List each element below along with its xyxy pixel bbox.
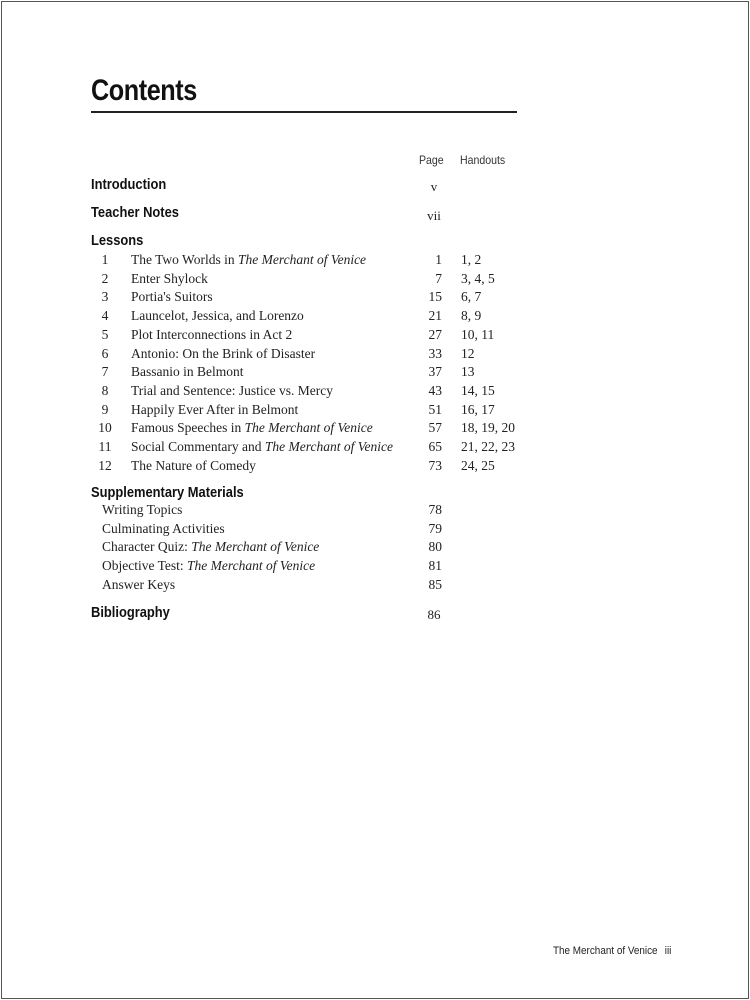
lesson-number: 2	[101, 270, 109, 286]
supplementary-page: 79	[428, 520, 442, 536]
lesson-title	[131, 271, 208, 287]
lesson-title	[131, 383, 333, 399]
supplementary-page: 80	[428, 539, 442, 555]
lesson-handouts: 14, 15	[461, 382, 495, 398]
section-lessons: Lessons	[91, 232, 144, 249]
supplementary-page: 78	[428, 502, 442, 517]
lesson-number: 11	[98, 439, 112, 454]
lesson-handouts: 21, 22, 23	[461, 439, 515, 454]
lesson-page: 15	[428, 289, 442, 305]
lesson-title-text: Launcelot, Jessica, and Lorenzo	[131, 308, 304, 324]
lesson-handouts: 3, 4, 5	[461, 270, 495, 286]
lesson-number: 4	[101, 308, 109, 324]
lesson-page: 21	[428, 308, 442, 324]
lesson-title-text: Plot Interconnections in Act 2	[131, 326, 293, 342]
lesson-row	[2, 327, 748, 345]
lesson-row	[2, 252, 748, 270]
page-title: Contents	[91, 74, 197, 107]
lesson-handouts: 16, 17	[461, 401, 495, 417]
lesson-number: 5	[101, 326, 109, 342]
supplementary-page: 85	[428, 576, 442, 592]
lesson-page: 73	[428, 457, 442, 473]
lesson-number: 6	[101, 345, 109, 361]
lesson-row	[2, 383, 748, 401]
introduction-page: v	[430, 179, 438, 194]
lesson-row	[2, 439, 748, 457]
supplementary-title	[102, 558, 315, 574]
lesson-title	[131, 289, 213, 305]
lesson-page: 57	[428, 420, 442, 436]
lesson-title-text: Social Commentary and	[131, 439, 265, 454]
supplementary-title	[102, 577, 175, 593]
lesson-row	[2, 308, 748, 326]
lesson-title-italic: The Merchant of Venice	[244, 420, 373, 436]
lesson-row	[2, 364, 748, 382]
lesson-title-italic: The Merchant of Venice	[237, 252, 367, 267]
supplementary-title-text: Writing Topics	[102, 502, 183, 517]
lesson-number: 8	[101, 382, 109, 398]
supplementary-title-italic: The Merchant of Venice	[187, 558, 316, 574]
supplementary-row	[2, 502, 748, 520]
lesson-row	[2, 346, 748, 364]
supplementary-title-text: Culminating Activities	[102, 520, 225, 536]
lesson-title	[131, 458, 256, 474]
column-header-page: Page	[419, 153, 444, 167]
supplementary-title	[102, 521, 225, 537]
lesson-title	[131, 346, 315, 362]
lesson-title-text: Famous Speeches in	[131, 420, 245, 436]
lesson-number: 1	[101, 252, 109, 267]
title-rule	[91, 111, 517, 113]
section-supplementary: Supplementary Materials	[91, 484, 244, 501]
lesson-row	[2, 402, 748, 420]
lesson-title	[131, 364, 244, 380]
lesson-title-text: Portia's Suitors	[131, 289, 213, 305]
lesson-title-text: Bassanio in Belmont	[131, 364, 244, 380]
supplementary-title-italic: The Merchant of Venice	[191, 539, 320, 555]
section-teacher-notes: Teacher Notes	[91, 204, 179, 221]
lesson-page: 33	[428, 345, 442, 361]
supplementary-row	[2, 521, 748, 539]
supplementary-title	[102, 539, 319, 555]
lesson-title	[131, 308, 304, 324]
lesson-title-text: The Nature of Comedy	[131, 457, 256, 473]
lesson-title-text: Antonio: On the Brink of Disaster	[131, 345, 316, 361]
lesson-title-text: The Two Worlds in	[131, 252, 238, 267]
teacher-notes-page: vii	[427, 208, 441, 223]
supplementary-row	[2, 558, 748, 576]
lesson-title	[131, 420, 373, 436]
footer-title: The Merchant of Venice	[553, 945, 658, 957]
lesson-title	[131, 327, 292, 343]
lesson-page: 51	[428, 401, 442, 417]
lesson-handouts: 10, 11	[461, 326, 495, 342]
lesson-handouts: 24, 25	[461, 457, 495, 473]
supplementary-row	[2, 539, 748, 557]
lesson-number: 3	[101, 289, 109, 305]
lesson-title	[131, 252, 366, 268]
supplementary-title	[102, 502, 182, 518]
lesson-title	[131, 402, 298, 418]
lesson-handouts: 1, 2	[461, 252, 482, 267]
lesson-page: 7	[435, 270, 442, 286]
lesson-title-text: Trial and Sentence: Justice vs. Mercy	[131, 382, 333, 398]
bibliography-page: 86	[427, 607, 441, 622]
supplementary-page: 81	[428, 558, 442, 574]
document-page	[1, 1, 749, 999]
lesson-handouts: 18, 19, 20	[461, 420, 515, 436]
lesson-page: 27	[428, 326, 442, 342]
lesson-title-italic: The Merchant of Venice	[264, 439, 393, 454]
lesson-number: 9	[101, 401, 109, 417]
supplementary-row	[2, 577, 748, 595]
lesson-row	[2, 420, 748, 438]
supplementary-title-text: Answer Keys	[102, 576, 176, 592]
lesson-page: 43	[428, 382, 442, 398]
running-footer	[553, 945, 671, 957]
lesson-number: 12	[98, 457, 112, 473]
lesson-handouts: 8, 9	[461, 308, 482, 324]
lesson-page: 37	[428, 364, 442, 380]
supplementary-title-text: Objective Test:	[102, 558, 188, 574]
lesson-title-text: Happily Ever After in Belmont	[131, 401, 299, 417]
section-bibliography: Bibliography	[91, 604, 170, 621]
footer-page-number: iii	[664, 945, 672, 957]
lesson-row	[2, 271, 748, 289]
lesson-page: 1	[435, 252, 442, 267]
lesson-handouts: 12	[461, 345, 475, 361]
lesson-handouts: 13	[461, 364, 475, 380]
lesson-number: 10	[98, 420, 112, 436]
column-header-handouts: Handouts	[460, 153, 506, 167]
lesson-row	[2, 289, 748, 307]
lesson-row	[2, 458, 748, 476]
lesson-handouts: 6, 7	[461, 289, 482, 305]
lesson-title	[131, 439, 393, 455]
lesson-page: 65	[428, 439, 442, 454]
lesson-number: 7	[101, 364, 109, 380]
supplementary-title-text: Character Quiz:	[102, 539, 192, 555]
lesson-title-text: Enter Shylock	[131, 270, 208, 286]
section-introduction: Introduction	[91, 176, 167, 193]
